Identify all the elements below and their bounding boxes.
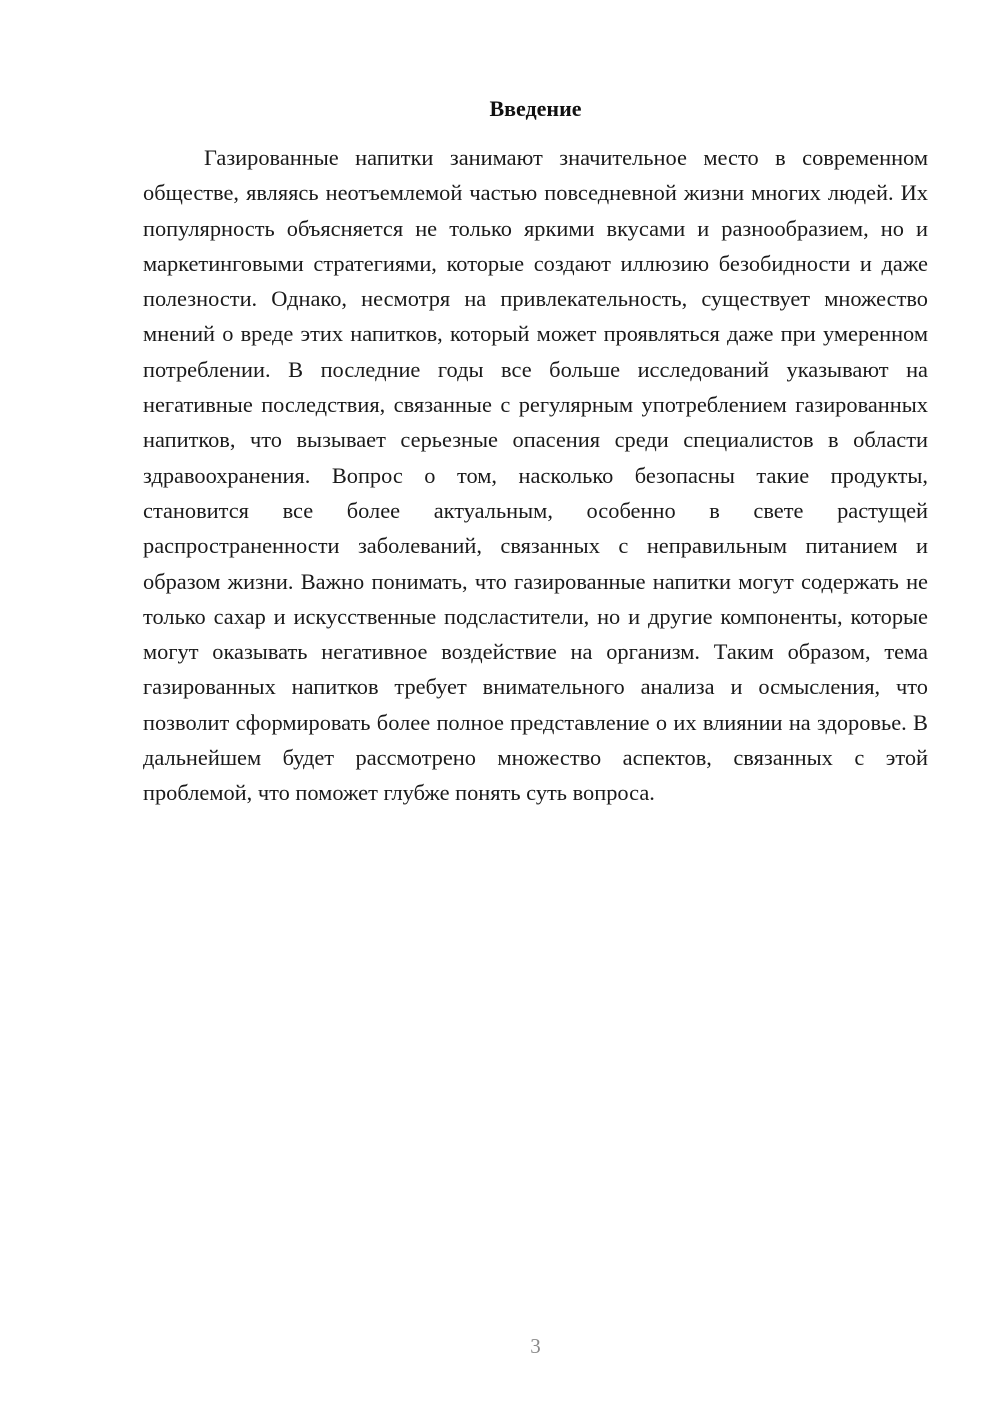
page-number: 3 <box>530 1334 541 1358</box>
section-heading: Введение <box>489 96 582 121</box>
body-paragraph: Газированные напитки занимают значительное место в современном обществе, являясь неотъемлемой частью повседневной жизни многих людей. Их популярность объясняется не только яркими вкусами и разнообразием, но и маркетинговыми стратегиями, которые создают иллюзию безобидности и даже полезности. Однако, несмотря на привлекательность, существует множество мнений о вреде этих напитков, который может проявляться даже при умеренном потреблении. В последние годы все больше исследований указывают на негативные последствия, связанные с регулярным употреблением газированных напитков, что вызывает серьезные опасения среди специалистов в области здравоохранения. Вопрос о том, насколько безопасны такие продукты, становится все более актуальным, особенно в свете растущей распространенности заболеваний, связанных с неправильным питанием и образом жизни. Важно понимать, что газированные напитки могут содержать не только сахар и искусственные подсластители, но и другие компоненты, которые могут оказывать негативное воздействие на организм. Таким образом, тема газированных напитков требует внимательного анализа и осмысления, что позволит сформировать более полное представление о их влиянии на здоровье. В дальнейшем будет рассмотрено множество аспектов, связанных с этой проблемой, что поможет глубже понять суть вопроса. <box>143 145 928 806</box>
